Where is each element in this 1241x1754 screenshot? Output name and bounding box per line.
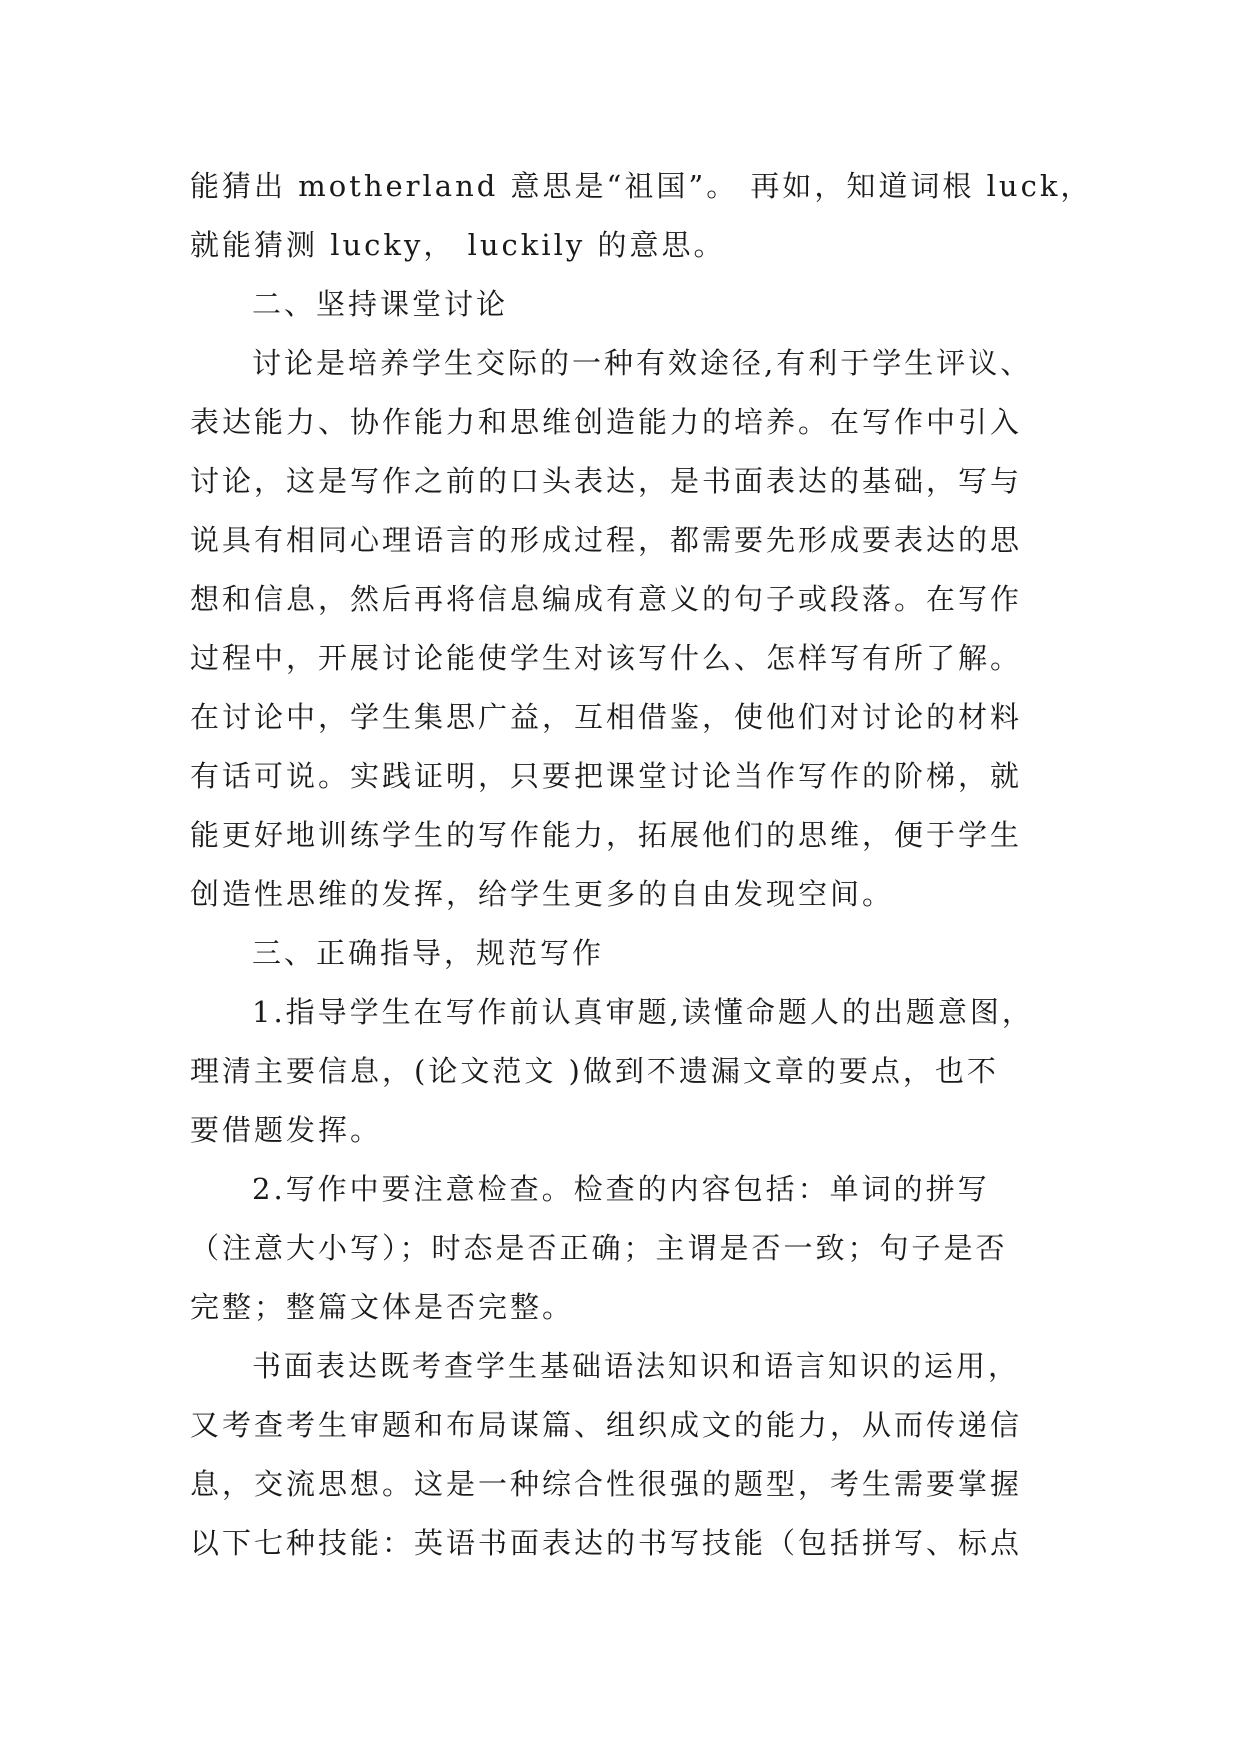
text-line: 要借题发挥。 (190, 1113, 383, 1147)
text-line: 能更好地训练学生的写作能力，拓展他们的思维，便于学生 (190, 818, 1023, 852)
section-heading: 二、坚持课堂讨论 (252, 287, 509, 321)
text-line: 理清主要信息，(论文范文 )做到不遗漏文章的要点，也不 (190, 1054, 999, 1088)
text-line: 2.写作中要注意检查。检查的内容包括：单词的拼写 (252, 1172, 990, 1206)
text-line: 讨论，这是写作之前的口头表达，是书面表达的基础，写与 (190, 464, 1023, 498)
text-line: 完整；整篇文体是否完整。 (190, 1290, 575, 1324)
text-line: 又考查考生审题和布局谋篇、组织成文的能力，从而传递信 (190, 1408, 1023, 1442)
text-line: 息，交流思想。这是一种综合性很强的题型，考生需要掌握 (190, 1467, 1023, 1501)
text-line: 想和信息，然后再将信息编成有意义的句子或段落。在写作 (190, 582, 1023, 616)
section-heading: 三、正确指导，规范写作 (252, 936, 605, 970)
text-line: 讨论是培养学生交际的一种有效途径,有利于学生评议、 (252, 346, 1033, 380)
text-line: 创造性思维的发挥，给学生更多的自由发现空间。 (190, 877, 895, 911)
text-line: 书面表达既考查学生基础语法知识和语言知识的运用， (252, 1349, 1021, 1383)
text-line: 以下七种技能：英语书面表达的书写技能（包括拼写、标点 (190, 1526, 1023, 1560)
text-line: 表达能力、协作能力和思维创造能力的培养。在写作中引入 (190, 405, 1023, 439)
text-line: 在讨论中，学生集思广益，互相借鉴，使他们对讨论的材料 (190, 700, 1023, 734)
text-line: 说具有相同心理语言的形成过程，都需要先形成要表达的思 (190, 523, 1023, 557)
text-line: 过程中，开展讨论能使学生对该写什么、怎样写有所了解。 (190, 641, 1023, 675)
text-line: 就能猜测 lucky， luckily 的意思。 (190, 228, 726, 262)
text-line: 1.指导学生在写作前认真审题,读懂命题人的出题意图， (252, 995, 1034, 1029)
text-line: 能猜出 motherland 意思是“祖国”。 再如，知道词根 luck， (190, 169, 1093, 203)
text-line: （注意大小写）；时态是否正确；主谓是否一致；句子是否 (190, 1231, 1008, 1265)
text-line: 有话可说。实践证明，只要把课堂讨论当作写作的阶梯，就 (190, 759, 1023, 793)
